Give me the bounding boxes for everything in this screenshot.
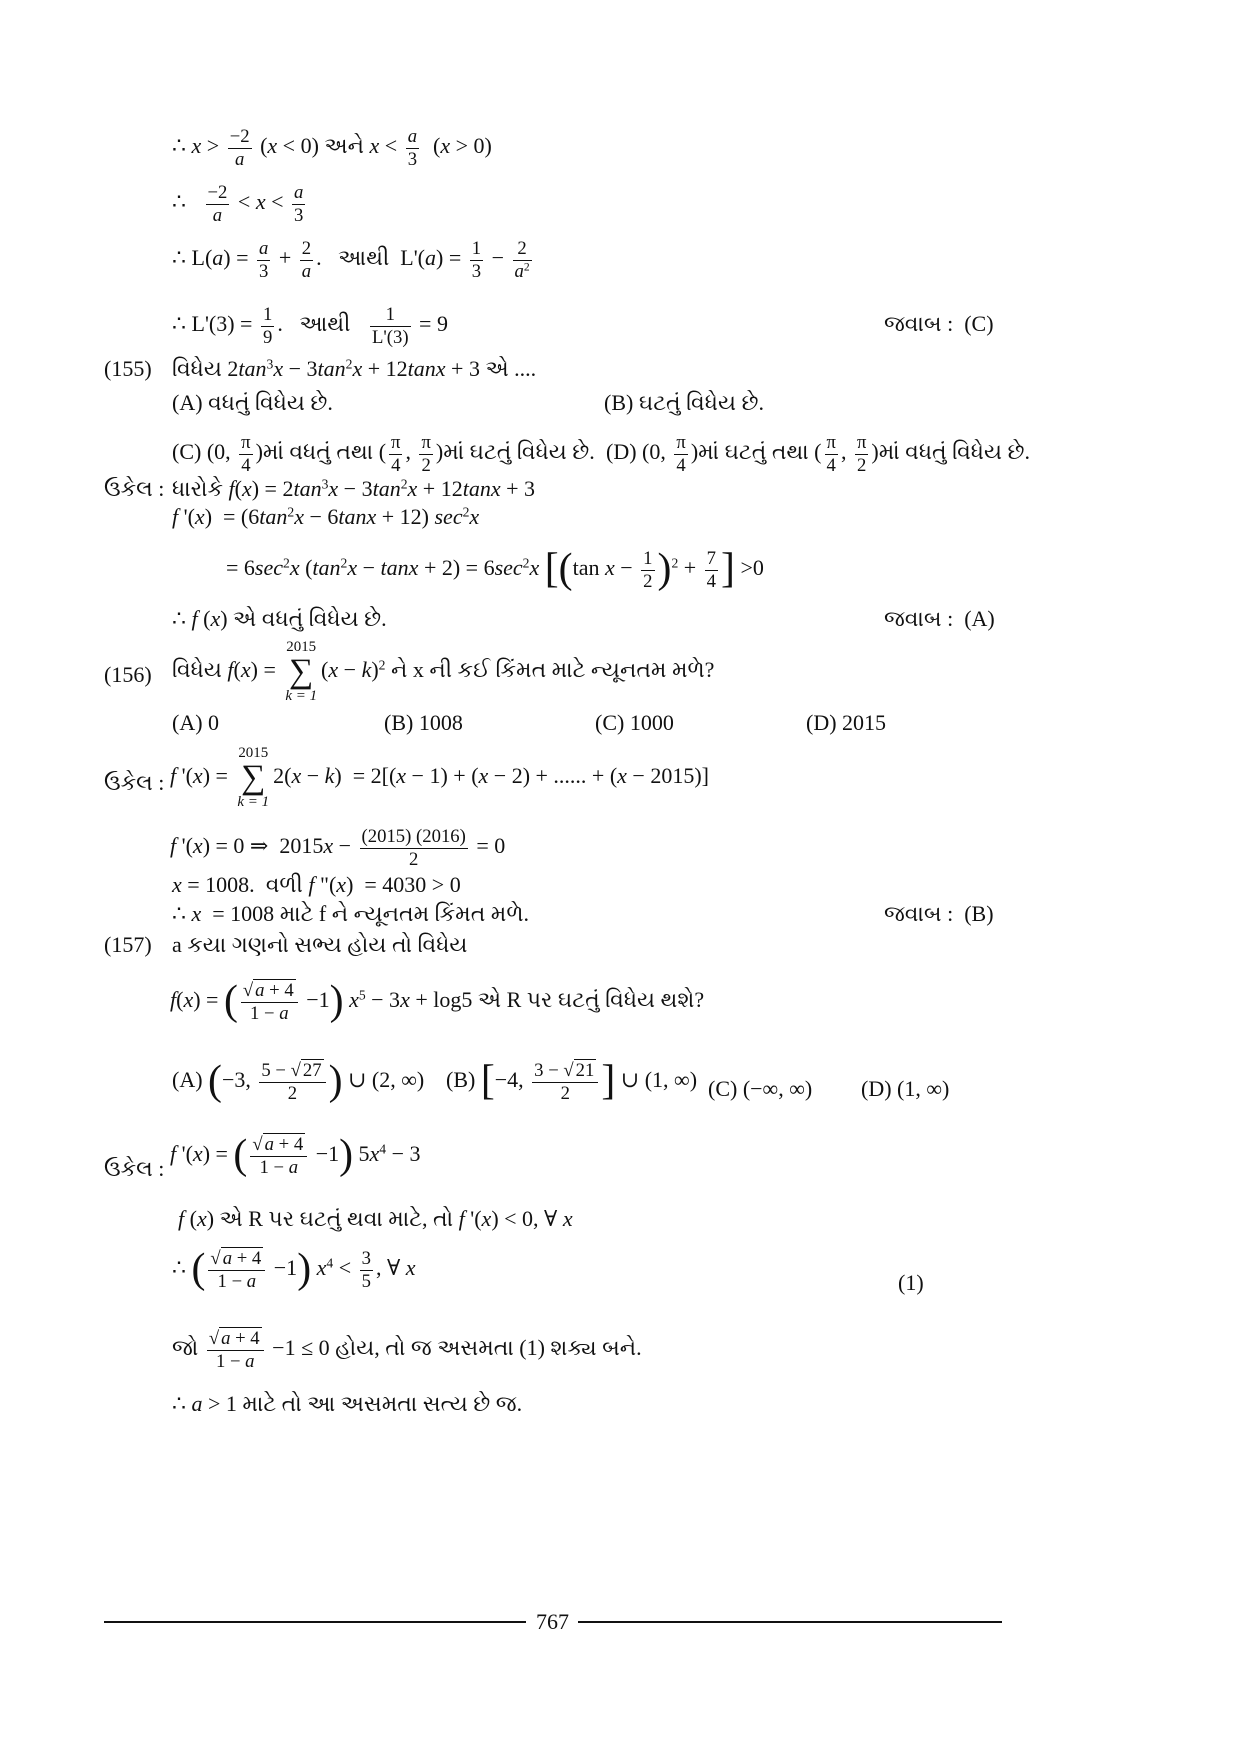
q157-option-d: (D) (1, ∞) — [861, 1076, 950, 1101]
footer-rule-right — [578, 1621, 1002, 1623]
page-number: 767 — [536, 1609, 569, 1634]
answer-155: જવાબ : (A) — [884, 606, 995, 631]
q156-option-c: (C) 1000 — [595, 710, 674, 735]
q156-option-b: (B) 1008 — [384, 710, 463, 735]
question-number-157: (157) — [104, 932, 152, 957]
q157-option-c: (C) (−∞, ∞) — [708, 1076, 813, 1101]
q157-sol-line-2: f (x) એ R પર ઘટતું થવા માટે, તો f '(x) < 0, ∀ x — [178, 1206, 573, 1231]
q157-sol-line-4: જો $\frac{√ a + 4}{1 - a}$ −1 ≤ 0 હોય, તો જ અસમતા (1) શક્ય બને. — [172, 1328, 642, 1372]
equation-tag-1: (1) — [898, 1270, 924, 1295]
prev-line-3: ∴ L(a) = $\frac{a}{3}$ + $\frac{2}{a}$ . આથી L'(a) = $\frac{1}{3}$ − $\frac{2}{a^2}$ — [172, 238, 530, 282]
answer-prev: જવાબ : (C) — [884, 311, 994, 336]
q156-sol-line-4: ∴ x = 1008 માટે f ને ન્યૂનતમ કિંમત મળે. — [172, 901, 529, 926]
answer-156: જવાબ : (B) — [884, 901, 994, 926]
q155-option-b: (B) ઘટતું વિધેય છે. — [604, 390, 764, 415]
q156-option-a: (A) 0 — [172, 710, 220, 735]
q157-option-b: (B) [−4, $\frac{3 - √ 21}{2}$ ] ∪ (1, ∞) — [446, 1058, 698, 1105]
prev-line-4: ∴ L'(3) = $\frac{1}{9}$ . આથી $\frac{1}{L'(3)}$ = 9 — [172, 304, 448, 348]
q155-option-a: (A) વધતું વિધેય છે. — [172, 390, 333, 415]
question-number-156: (156) — [104, 662, 152, 687]
q156-sol-line-2: f '(x) = 0 ⇒ 2015x − $\frac{(2015) (2016)}{2}$ = 0 — [170, 826, 506, 870]
question-156-text: વિધેય f(x) = 2015 ∑ k = 1 $(x - k)^2$ ને x ની કઈ કિંમત માટે ન્યૂનતમ મળે? — [172, 639, 715, 705]
q155-sol-line-2: f '$(x) = (6\tan^2x - 6\tan x + 12)$ $\sec^2x$ — [172, 504, 480, 529]
q155-sol-line-3: = $6\sec^2x$ $(\tan^2x - \tan x + 2) = 6\sec^2x$ [(tan x − $\frac{1}{2}$ )$^2$ + $\frac{7}{4}$ ] >0 — [226, 546, 764, 593]
q155-sol-line-4: ∴ f (x) એ વધતું વિધેય છે. — [172, 606, 387, 631]
solution-label-155: ઉકેલ : — [104, 476, 165, 501]
footer-rule-left — [104, 1621, 526, 1623]
question-155-text: વિધેય $2\tan^3x - 3\tan^2x + 12\tan x + 3$ એ .... — [172, 356, 537, 381]
q157-sol-line-3: ∴ ( $\frac{√ a + 4}{1 - a}$ −1) $x^4$ < $\frac{3}{5}$ , ∀ x — [172, 1246, 416, 1293]
q157-sol-line-1: f '(x) = ( $\frac{√ a + 4}{1 - a}$ −1) $5x^4 - 3$ — [170, 1132, 421, 1179]
question-157-function: f(x) = ( $\frac{√ a + 4}{1 - a}$ −1) $x^5 - 3x + \log 5$ એ R પર ઘટતું વિધેય થશે? — [170, 978, 705, 1025]
prev-line-1: ∴ x > $\frac{-2}{a}$ (x < 0) અને x < $\frac{a}{3}$ (x > 0) — [172, 126, 492, 170]
q156-option-d: (D) 2015 — [806, 710, 887, 735]
solution-label-157: ઉકેલ : — [104, 1156, 165, 1181]
q155-sol-line-1: ધારોકે $f(x) = 2\tan^3x - 3\tan^2x + 12\tan x + 3$ — [172, 476, 536, 501]
solution-label-156: ઉકેલ : — [104, 770, 165, 795]
q155-option-c: (C) (0, $\frac{\pi}{4}$ )માં વધતું તથા ( $\frac{\pi}{4}$ , $\frac{\pi}{2}$ )માં ઘટતું વિધેય છે. — [172, 432, 595, 476]
prev-line-2: ∴ $\frac{-2}{a}$ < x < $\frac{a}{3}$ — [172, 182, 304, 226]
q155-option-d: (D) (0, $\frac{\pi}{4}$ )માં ઘટતું તથા ( $\frac{\pi}{4}$ , $\frac{\pi}{2}$ )માં વધતું વિધેય છે. — [606, 432, 1031, 476]
q157-option-a: (A) (−3, $\frac{5 - √ 27}{2}$ ) ∪ (2, ∞) — [172, 1058, 425, 1105]
q156-sol-line-3: x = 1008. વળી f "(x) = 4030 > 0 — [172, 872, 461, 897]
q156-sol-line-1: f '(x) = 2015 ∑ k = 1 2(x − k) = 2[(x − 1) + (x − 2) + ...... + (x − 2015)] — [170, 745, 709, 811]
question-157-text: a કયા ગણનો સભ્ય હોય તો વિધેય — [172, 932, 468, 957]
question-number-155: (155) — [104, 356, 152, 381]
q157-sol-line-5: ∴ a > 1 માટે તો આ અસમતા સત્ય છે જ. — [172, 1391, 523, 1416]
